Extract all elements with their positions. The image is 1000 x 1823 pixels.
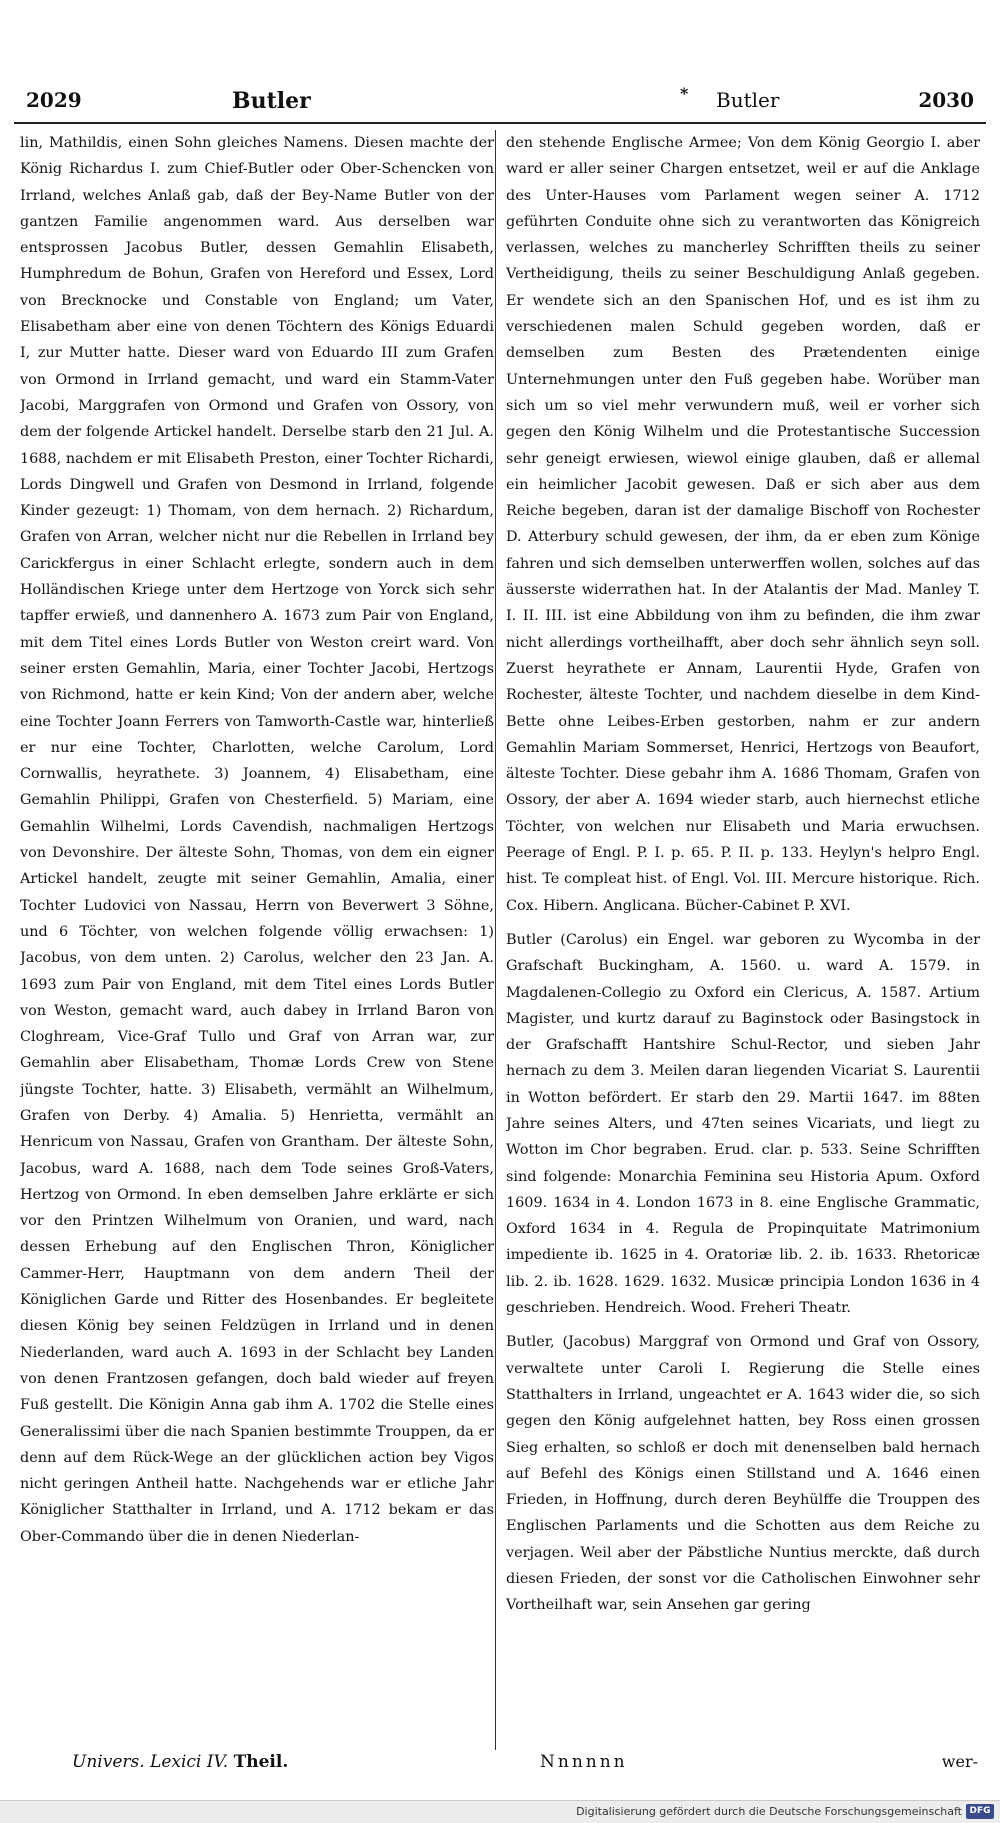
right-column [506, 130, 980, 1748]
catchword: wer- [941, 1752, 978, 1771]
running-header [14, 84, 986, 116]
signature-mark: Nnnnnn [540, 1752, 628, 1772]
volume-signature [72, 1752, 288, 1772]
entry-butler-jacobus-continued: den stehende Englische Armee; Von dem König Georgio I. aber ward er aller seiner Chargen entsetzet, weil er auf die Anklage des Unter-Hauses vom Parlament wegen seiner A. 1712 geführten Conduite ohne sich zu verantworten das Königreich verlassen, welches zu mancherley Schrifften theils zu seiner Vertheidigung, theils zu seiner Beschuldigung Anlaß gegeben. Er wendete sich an den Spanischen Hof, und es ist ihm zu verschiedenen malen Schuld gegeben worden, daß er demselben zum Besten des Prætendenten einige Unternehmungen unter den Fuß gegeben habe. Worüber man sich um so viel mehr verwundern muß, weil er vorher sich gegen den König Wilhelm und die Protestantische Succession sehr geneigt erwiesen, wiewol einige glauben, daß er allemal ein heimlicher Jacobit gewesen. Daß er sich aber aus dem Reiche begeben, daran ist der damalige Bischoff von Rochester D. Atterbury schuld gewesen, der ihm, da er eben zum Könige fahren und sich demselben unterwerffen wollen, solches auf das äusserste widerrathen hat. In der Atalantis der Mad. Manley T. I. II. III. ist eine Abbildung von ihm zu befinden, die ihm zwar nicht allerdings vortheilhafft, aber doch sehr ähnlich seyn soll. Zuerst heyrathete er Annam, Laurentii Hyde, Grafen von Rochester, älteste Tochter, und nachdem dieselbe in dem Kind-Bette ohne Leibes-Erben gestorben, nahm er zur andern Gemahlin Mariam Sommerset, Henrici, Hertzogs von Beaufort, älteste Tochter. Diese gebahr ihm A. 1686 Thomam, Grafen von Ossory, der aber A. 1694 wieder starb, auch hiernechst etliche Töchter, von welchen nur Elisabeth und Maria erwuchsen. Peerage of Engl. P. I. p. 65. P. II. p. 133. Heylyn's helpro Engl. hist. Te compleat hist. of Engl. Vol. III. Mercure historique. Rich. Cox. Hibern. Anglicana. Bücher-Cabinet P. XVI. [506, 135, 980, 914]
volume-part: Theil. [233, 1752, 289, 1772]
right-page-number: 2030 [918, 88, 974, 112]
entry-butler-jacobus-ormond: Butler, (Jacobus) Marggraf von Ormond und Graf von Ossory, verwaltete unter Caroli I. Regierung die Stelle eines Statthalters in Irrland, ungeachtet er A. 1643 wider die, so sich gegen den König aufgelehnet hatten, bey Ross einen grossen Sieg erhalten, so schloß er doch mit denenselben bald hernach auf Befehl des Königs einen Stillstand und A. 1646 einen Frieden, in Hoffnung, durch deren Beyhülffe die Trouppen des Englischen Parlaments und die Schotten aus dem Reiche zu verjagen. Weil aber der Päbstliche Nuntius merckte, daß durch diesen Frieden, der sonst vor die Catholischen Einwohner sehr Vortheilhaft war, sein Ansehen gar gering [506, 1334, 980, 1614]
column-divider [495, 130, 496, 1750]
left-column [20, 130, 494, 1748]
left-running-title: Butler [232, 88, 311, 114]
left-page-number: 2029 [26, 88, 82, 112]
volume-label: Univers. Lexici IV. [72, 1752, 229, 1772]
star-mark: * [680, 84, 689, 103]
entry-butler-carolus: Butler (Carolus) ein Engel. war geboren zu Wycomba in der Grafschaft Buckingham, A. 1560. u. ward A. 1579. in Magdalenen-Collegio zu Oxford ein Clericus, A. 1587. Artium Magister, und kurtz darauf zu Baginstock oder Basingstock in der Grafschafft Hantshire Schul-Rector, und sieben Jahr hernach zu dem 3. Meilen daran liegenden Vicariat S. Laurentii in Wotton befördert. Er starb den 29. Martii 1647. im 88ten Jahre seines Alters, und 47ten seines Vicariats, und liegt zu Wotton im Chor begraben. Erud. clar. p. 533. Seine Schrifften sind folgende: Monarchia Feminina seu Historia Apum. Oxford 1609. 1634 in 4. London 1673 in 8. eine Englische Grammatic, Oxford 1634 in 4. Regula de Propinquitate Matrimonium impediente ib. 1625 in 4. Oratoriæ lib. 2. ib. 1633. Rhetoricæ lib. 2. ib. 1628. 1629. 1632. Musicæ principia London 1636 in 4 geschrieben. Hendreich. Wood. Freheri Theatr. [506, 931, 980, 1317]
dfg-logo: DFG [966, 1804, 994, 1819]
digitization-footer [0, 1800, 1000, 1823]
right-running-title: Butler [716, 88, 780, 112]
left-column-text: lin, Mathildis, einen Sohn gleiches Namens. Diesen machte der König Richardus I. zum Chief-Butler oder Ober-Schencken von Irrland, welches Anlaß gab, daß der Bey-Name Butler von der gantzen Familie angenommen ward. Aus derselben war entsprossen Jacobus Butler, dessen Gemahlin Elisabeth, Humphredum de Bohun, Grafen von Hereford und Essex, Lord von Brecknocke und Constable von England; um Vater, Elisabetham aber eine von denen Töchtern des Königs Eduardi I, zur Mutter hatte. Dieser ward von Eduardo III zum Grafen von Ormond in Irrland gemacht, und ward ein Stamm-Vater Jacobi, Marggrafen von Ormond und Grafen von Ossory, von dem der folgende Artickel handelt. Derselbe starb den 21 Jul. A. 1688, nachdem er mit Elisabeth Preston, einer Tochter Richardi, Lords Dingwell und Grafen von Desmond in Irrland, folgende Kinder gezeugt: 1) Thomam, von dem hernach. 2) Richardum, Grafen von Arran, welcher nicht nur die Rebellen in Irrland bey Carickfergus in einer Schlacht erlegte, sondern auch in dem Holländischen Kriege unter dem Hertzoge von Yorck sich sehr tapffer erwieß, und dannenhero A. 1673 zum Pair von England, mit dem Titel eines Lords Butler von Weston creirt ward. Von seiner ersten Gemahlin, Maria, einer Tochter Jacobi, Hertzogs von Richmond, hatte er kein Kind; Von der andern aber, welche eine Tochter Joann Ferrers von Tamworth-Castle war, hinterließ er nur eine Tochter, Charlotten, welche Carolum, Lord Cornwallis, heyrathete. 3) Joannem, 4) Elisabetham, eine Gemahlin Philippi, Grafen von Chesterfield. 5) Mariam, eine Gemahlin Wilhelmi, Lords Cavendish, nachmaligen Hertzogs von Devonshire. Der älteste Sohn, Thomas, von dem ein eigner Artickel handelt, zeugte mit seiner Gemahlin, Amalia, einer Tochter Ludovici von Nassau, Herrn von Beverwert 3 Söhne, und 6 Töchter, von welchen folgende völlig erwachsen: 1) Jacobus, von dem unten. 2) Carolus, welcher den 23 Jan. A. 1693 zum Pair von England, mit dem Titel eines Lords Butler von Weston, gemacht ward, auch dabey in Irrland Baron von Cloghream, Vice-Graf Tullo und Graf von Arran war, zur Gemahlin aber Elisabetham, Thomæ Lords Crew von Stene jüngste Tochter, hatte. 3) Elisabeth, vermählt an Wilhelmum, Grafen von Derby. 4) Amalia. 5) Henrietta, vermählt an Henricum von Nassau, Grafen von Grantham. Der älteste Sohn, Jacobus, ward A. 1688, nach dem Tode seines Groß-Vaters, Hertzog von Ormond. In eben demselben Jahre erklärte er sich vor den Printzen Wilhelmum von Oranien, und ward, nach dessen Erhebung auf den Englischen Thron, Königlicher Cammer-Herr, Hauptmann von dem andern Theil der Königlichen Garde und Ritter des Hosenbandes. Er begleitete diesen König bey seinen Feldzügen in Irrland und in denen Niederlanden, ward auch A. 1693 in der Schlacht bey Landen von denen Frantzosen gefangen, doch bald wieder auf freyen Fuß gestellt. Die Königin Anna gab ihm A. 1702 die Stelle eines Generalissimi über die nach Spanien bestimmte Trouppen, da er denn auf dem Rück-Wege an der glücklichen action bey Vigos nicht geringen Antheil hatte. Nachgehends war er etliche Jahr Königlicher Statthalter in Irrland, und A. 1712 bekam er das Ober-Commando über die in denen Niederlan- [20, 135, 494, 1545]
header-rule [14, 122, 986, 124]
footer-credit: Digitalisierung gefördert durch die Deutsche Forschungsgemeinschaft [576, 1805, 962, 1818]
